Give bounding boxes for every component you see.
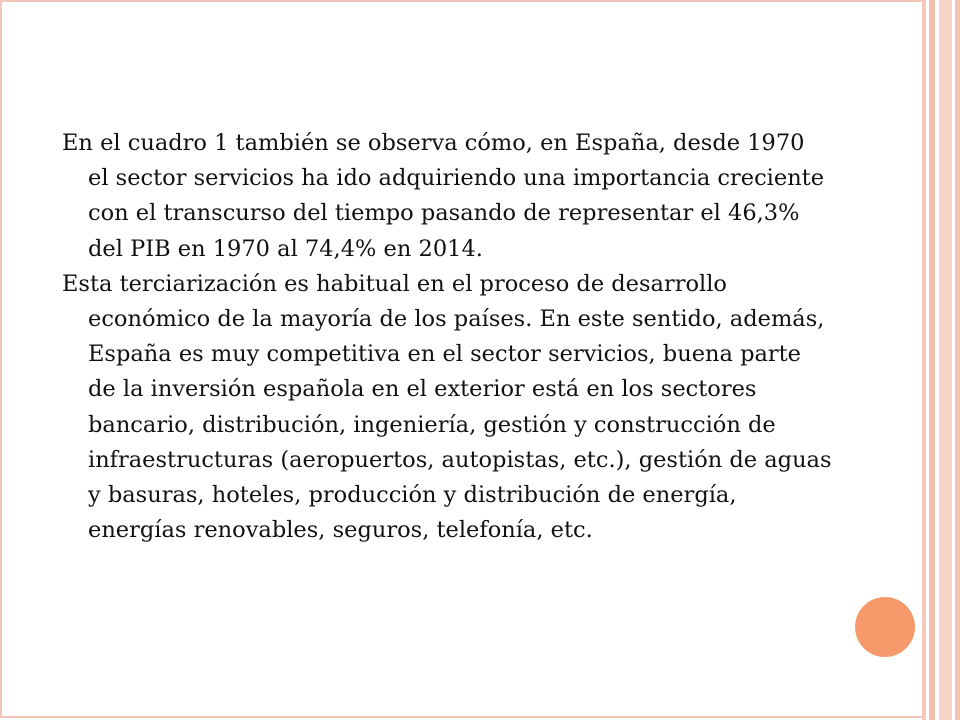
accent-circle [855, 597, 915, 657]
paragraph-2: Esta terciarización es habitual en el proceso de desarrollo económico de la mayoría de los países. En este sentido, además, España es muy competitiva en el sector servicios, buena parte de la inversión española en el exterior está en los sectores bancario, distribución, ingeniería, gestión y construcción de infraestructuras (aeropuertos, autopistas, etc.), gestión de aguas y basuras, hoteles, producción y distribución de energía, energías renovables, seguros, telefonía, etc. [62, 270, 832, 544]
decorative-stripe [955, 0, 960, 720]
paragraph-1: En el cuadro 1 también se observa cómo, en España, desde 1970 el sector servicios ha ido adquiriendo una importancia creciente con el transcurso del tiempo pasando de representar el 46,3% del PIB en 1970 al 74,4% en 2014. [62, 130, 825, 262]
decorative-stripe [939, 0, 952, 720]
slide-body [62, 126, 832, 548]
